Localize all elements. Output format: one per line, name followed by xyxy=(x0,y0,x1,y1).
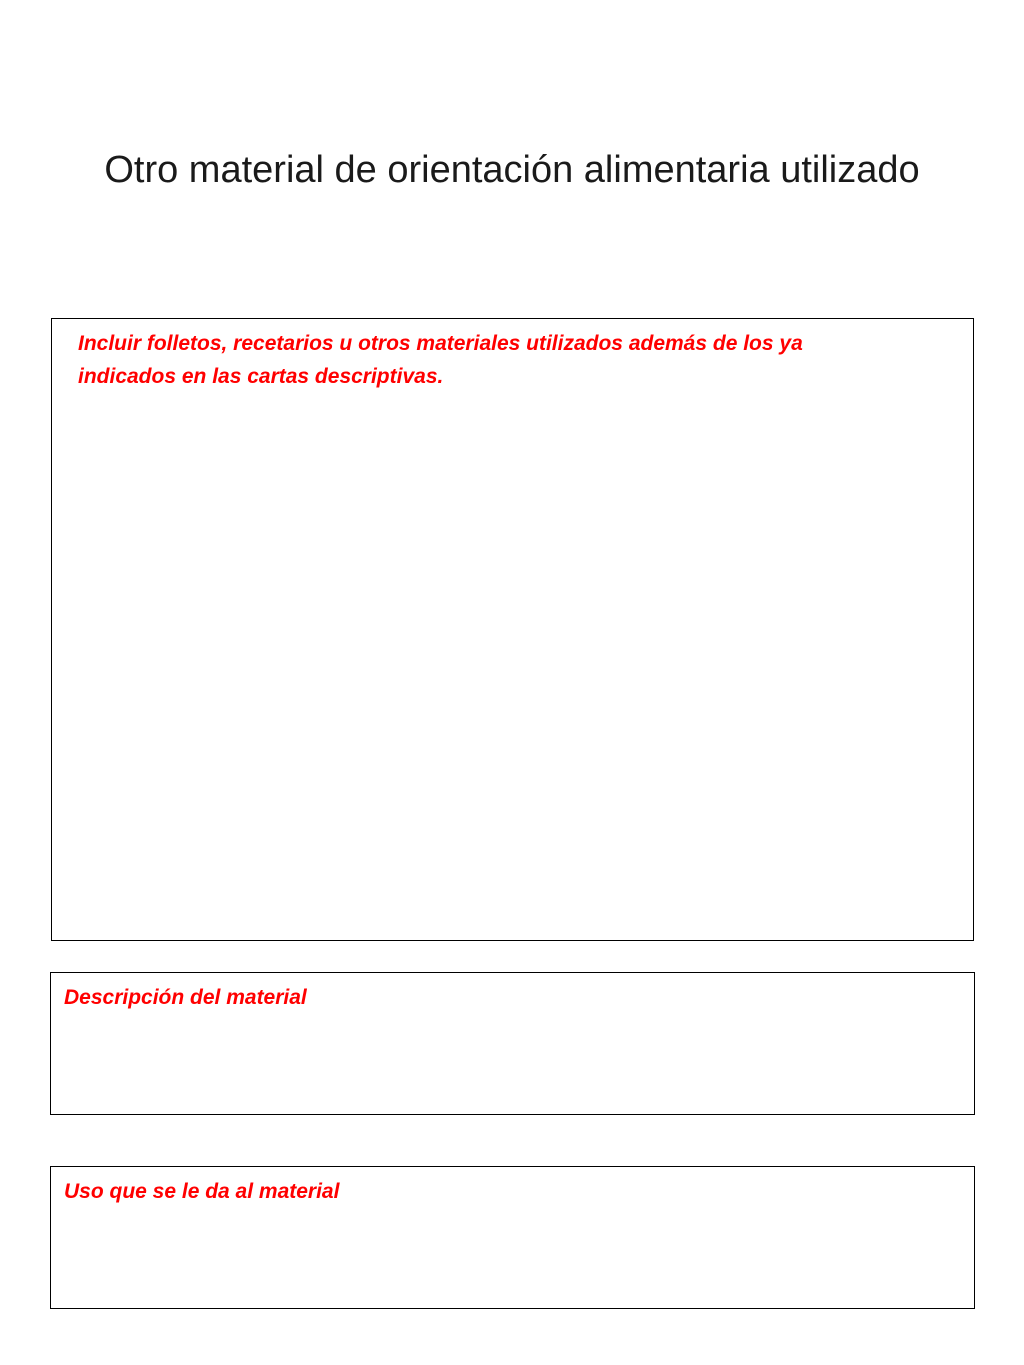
description-label: Descripción del material xyxy=(64,986,307,1009)
materials-box[interactable] xyxy=(51,318,974,941)
page-title: Otro material de orientación alimentaria utilizado xyxy=(104,149,920,191)
materials-instructions: Incluir folletos, recetarios u otros materiales utilizados además de los ya indicados en las cartas descriptivas. xyxy=(78,332,803,388)
usage-box[interactable] xyxy=(50,1166,975,1309)
description-box[interactable] xyxy=(50,972,975,1115)
usage-label: Uso que se le da al material xyxy=(64,1180,340,1203)
